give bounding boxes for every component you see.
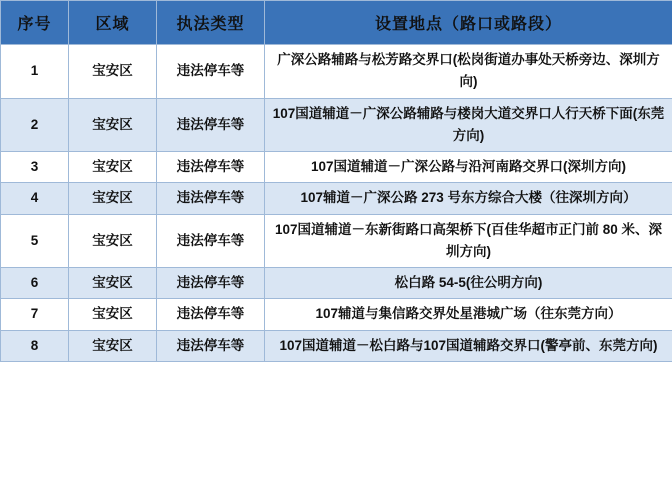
cell-index: 3 (1, 152, 69, 183)
cell-index: 1 (1, 45, 69, 99)
table-header (1, 1, 672, 45)
cell-place: 广深公路辅路与松芳路交界口(松岗街道办事处天桥旁边、深圳方向) (265, 45, 672, 99)
cell-area: 宝安区 (69, 268, 157, 299)
cell-type: 违法停车等 (157, 330, 265, 361)
table-row (1, 330, 672, 361)
cell-type: 违法停车等 (157, 152, 265, 183)
cell-index: 4 (1, 183, 69, 214)
table-row (1, 183, 672, 214)
cell-index: 8 (1, 330, 69, 361)
cell-area: 宝安区 (69, 183, 157, 214)
cell-type: 违法停车等 (157, 268, 265, 299)
cell-type: 违法停车等 (157, 45, 265, 99)
cell-type: 违法停车等 (157, 98, 265, 152)
cell-area: 宝安区 (69, 98, 157, 152)
column-header-index: 序号 (1, 1, 69, 45)
cell-type: 违法停车等 (157, 299, 265, 330)
cell-place: 107国道辅道－广深公路辅路与楼岗大道交界口人行天桥下面(东莞方向) (265, 98, 672, 152)
cell-place: 107辅道－广深公路 273 号东方综合大楼（往深圳方向） (265, 183, 672, 214)
table-row (1, 268, 672, 299)
table-row (1, 299, 672, 330)
table-body (1, 45, 672, 362)
column-header-type: 执法类型 (157, 1, 265, 45)
cell-type: 违法停车等 (157, 214, 265, 268)
column-header-place: 设置地点（路口或路段） (265, 1, 672, 45)
cell-index: 2 (1, 98, 69, 152)
cell-area: 宝安区 (69, 45, 157, 99)
cell-place: 107辅道与集信路交界处星港城广场（往东莞方向） (265, 299, 672, 330)
cell-place: 107国道辅道－松白路与107国道辅路交界口(警亭前、东莞方向) (265, 330, 672, 361)
cell-area: 宝安区 (69, 152, 157, 183)
cell-index: 7 (1, 299, 69, 330)
cell-type: 违法停车等 (157, 183, 265, 214)
cell-index: 5 (1, 214, 69, 268)
cell-area: 宝安区 (69, 330, 157, 361)
column-header-area: 区域 (69, 1, 157, 45)
cell-place: 松白路 54-5(往公明方向) (265, 268, 672, 299)
cell-index: 6 (1, 268, 69, 299)
cell-area: 宝安区 (69, 299, 157, 330)
table-row (1, 152, 672, 183)
cell-place: 107国道辅道－东新街路口高架桥下(百佳华超市正门前 80 米、深圳方向) (265, 214, 672, 268)
table-row (1, 214, 672, 268)
table-row (1, 45, 672, 99)
table-header-row (1, 1, 672, 45)
cell-area: 宝安区 (69, 214, 157, 268)
table-row (1, 98, 672, 152)
cell-place: 107国道辅道－广深公路与沿河南路交界口(深圳方向) (265, 152, 672, 183)
